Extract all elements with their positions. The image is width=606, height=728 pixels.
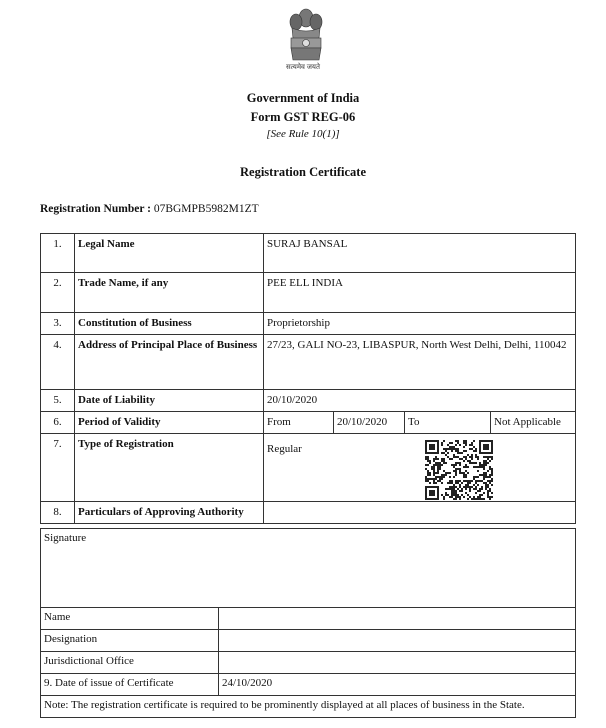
row-number: 5. xyxy=(41,390,75,412)
jurisdictional-office-label: Jurisdictional Office xyxy=(41,652,219,674)
name-label: Name xyxy=(41,608,219,630)
row-value xyxy=(264,502,576,524)
table-row xyxy=(41,652,576,674)
signature-block-table xyxy=(40,528,576,718)
row-number: 4. xyxy=(41,335,75,390)
row-label: Trade Name, if any xyxy=(75,273,264,313)
row-label: Address of Principal Place of Business xyxy=(75,335,264,390)
validity-to-value: Not Applicable xyxy=(491,412,576,434)
government-heading: Government of India xyxy=(246,91,360,105)
validity-to-label: To xyxy=(405,412,491,434)
row-value: SURAJ BANSAL xyxy=(264,234,576,273)
table-row xyxy=(41,335,576,390)
registration-number: 07BGMPB5982M1ZT xyxy=(153,203,259,215)
row-value: 27/23, GALI NO-23, LIBASPUR, North West Delhi, Delhi, 110042 xyxy=(264,335,576,390)
emblem-motto: सत्यमेव जयते xyxy=(286,63,320,71)
registration-number-line xyxy=(40,203,259,215)
row-value: 20/10/2020 xyxy=(264,390,576,412)
table-row xyxy=(41,674,576,696)
designation-value xyxy=(219,630,576,652)
row-number: 1. xyxy=(41,234,75,273)
table-row xyxy=(41,696,576,718)
qr-code-icon xyxy=(425,440,493,500)
row-label: Legal Name xyxy=(75,234,264,273)
table-row xyxy=(41,390,576,412)
row-number: 8. xyxy=(41,502,75,524)
registration-number-label: Registration Number : xyxy=(40,203,151,215)
certificate-title: Registration Certificate xyxy=(240,165,366,179)
form-heading: Form GST REG-06 xyxy=(250,110,356,124)
row-value: PEE ELL INDIA xyxy=(264,273,576,313)
table-row xyxy=(41,608,576,630)
row-value xyxy=(264,434,576,502)
row-label: Particulars of Approving Authority xyxy=(75,502,264,524)
registration-type: Regular xyxy=(267,443,302,455)
designation-label: Designation xyxy=(41,630,219,652)
validity-from-label: From xyxy=(264,412,334,434)
table-row xyxy=(41,630,576,652)
jurisdictional-office-value xyxy=(219,652,576,674)
row-number: 3. xyxy=(41,313,75,335)
row-label: Period of Validity xyxy=(75,412,264,434)
row-label: Constitution of Business xyxy=(75,313,264,335)
table-row xyxy=(41,434,576,502)
row-value: Proprietorship xyxy=(264,313,576,335)
signature-label: Signature xyxy=(41,529,576,608)
certificate-details-table xyxy=(40,233,576,524)
table-row xyxy=(41,234,576,273)
table-row xyxy=(41,313,576,335)
table-row xyxy=(41,273,576,313)
row-number: 2. xyxy=(41,273,75,313)
name-value xyxy=(219,608,576,630)
row-number: 6. xyxy=(41,412,75,434)
row-label: Date of Liability xyxy=(75,390,264,412)
row-number: 7. xyxy=(41,434,75,502)
table-row xyxy=(41,412,576,434)
rule-reference: [See Rule 10(1)] xyxy=(266,128,340,140)
issue-date-value: 24/10/2020 xyxy=(219,674,576,696)
table-row xyxy=(41,502,576,524)
issue-date-label: 9. Date of issue of Certificate xyxy=(41,674,219,696)
row-label: Type of Registration xyxy=(75,434,264,502)
validity-from-date: 20/10/2020 xyxy=(334,412,405,434)
table-row xyxy=(41,529,576,608)
display-note: Note: The registration certificate is required to be prominently displayed at all places of business in the State. xyxy=(41,696,576,718)
